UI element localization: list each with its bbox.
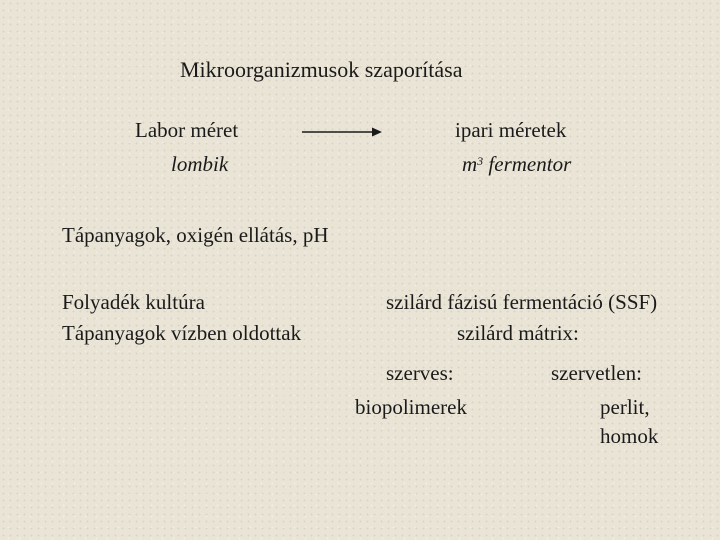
lab-vessel-label: lombik bbox=[171, 152, 229, 176]
requirements-line: Tápanyagok, oxigén ellátás, pH bbox=[62, 223, 329, 247]
liquid-culture-label: Folyadék kultúra bbox=[62, 290, 205, 314]
lab-scale-label: Labor méret bbox=[135, 118, 239, 142]
inorganic-label: szervetlen: bbox=[551, 361, 642, 385]
slide-title: Mikroorganizmusok szaporítása bbox=[180, 57, 463, 82]
volume-unit: m bbox=[462, 152, 478, 176]
industrial-vessel-label bbox=[462, 152, 571, 176]
inorganic-value-sand: homok bbox=[600, 424, 659, 448]
inorganic-value-perlite: perlit, bbox=[600, 395, 650, 419]
organic-label: szerves: bbox=[386, 361, 454, 385]
ssf-label: szilárd fázisú fermentáció (SSF) bbox=[386, 290, 658, 314]
solid-matrix-label: szilárd mátrix: bbox=[457, 321, 579, 345]
industrial-vessel-name: fermentor bbox=[483, 152, 572, 176]
liquid-nutrients-label: Tápanyagok vízben oldottak bbox=[62, 321, 302, 345]
organic-value: biopolimerek bbox=[355, 395, 467, 419]
volume-unit-exponent: 3 bbox=[477, 154, 484, 168]
scale-up-arrow-icon bbox=[302, 124, 382, 140]
industrial-scale-label: ipari méretek bbox=[455, 118, 567, 142]
